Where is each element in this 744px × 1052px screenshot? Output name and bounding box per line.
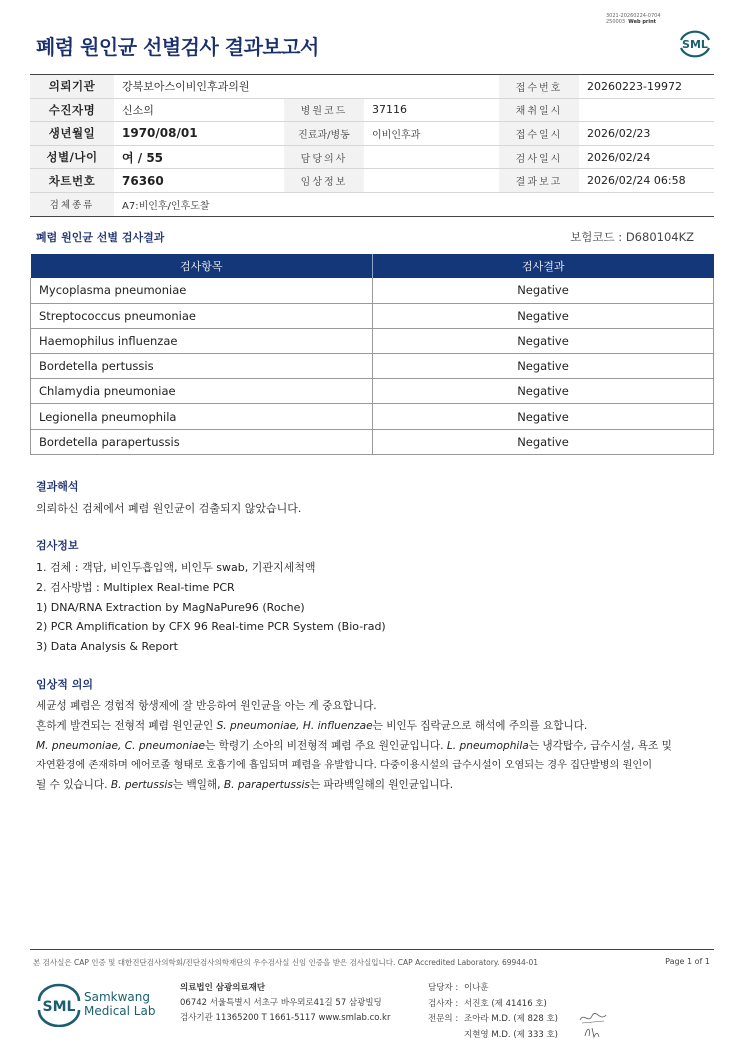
sex-age-value: 여 / 55	[114, 145, 284, 169]
report-date-value: 2026/02/24 06:58	[579, 169, 714, 193]
specialist-value-1: 조아라 M.D. (제 828 호)	[464, 1014, 559, 1024]
test-item: Bordetella pertussis	[31, 354, 373, 379]
test-result: Negative	[373, 328, 714, 353]
info-row	[30, 75, 714, 99]
info-row	[30, 145, 714, 169]
birth-date-value: 1970/08/01	[114, 122, 284, 146]
doc-code-line1: 3021-20260224-0704	[606, 13, 661, 19]
organization-info	[180, 981, 390, 1026]
org-contact: 검사기관 11365200 T 1661-5117 www.smlab.co.kr	[180, 1013, 391, 1023]
results-section-title: 폐렴 원인균 선별 검사결과	[36, 231, 165, 244]
clinical-line-1: 세균성 폐렴은 경험적 항생제에 잘 반응하여 원인균을 아는 게 중요합니다.	[36, 700, 377, 712]
manager-label: 담당자 :	[428, 983, 459, 993]
accreditation-note: 본 검사실은 CAP 인증 및 대한진단검사의학회/진단검사의학재단의 우수검사실 신임 인증을 받은 검사실입니다. CAP Accredited Laboratory. 69944-01	[33, 958, 539, 967]
test-result: Negative	[373, 379, 714, 404]
test-result: Negative	[373, 429, 714, 454]
doctor-value	[364, 145, 499, 169]
col-item-header: 검사항목	[31, 254, 373, 278]
interpretation-text: 의뢰하신 검체에서 폐렴 원인균이 검출되지 않았습니다.	[36, 502, 302, 515]
test-item: Bordetella parapertussis	[31, 429, 373, 454]
interpretation-section	[36, 479, 301, 519]
test-info-title: 검사정보	[36, 539, 79, 552]
specimen-type-value: A7:비인후/인후도찰	[114, 192, 714, 216]
table-row	[31, 354, 714, 379]
tester-value: 서진호 (제 41416 호)	[464, 998, 547, 1009]
clinical-info-label: 임상정보	[284, 169, 364, 193]
insurance-code: 보험코드 : D680104KZ	[570, 230, 694, 244]
doc-code-line2: 250003 Web print	[606, 19, 657, 25]
report-date-label: 결과보고	[499, 169, 579, 193]
interpretation-title: 결과해석	[36, 480, 79, 493]
test-result: Negative	[373, 278, 714, 303]
results-header-row	[31, 254, 714, 278]
test-item: Legionella pneumophila	[31, 404, 373, 429]
page-number: Page 1 of 1	[665, 957, 710, 966]
requesting-org-value: 강북보아스이비인후과의원	[114, 75, 499, 99]
doctor-label: 담당의사	[284, 145, 364, 169]
info-row	[30, 98, 714, 122]
tester-label: 검사자 :	[428, 998, 459, 1009]
clinical-line-4: 자연환경에 존재하며 에어로졸 형태로 호흡기에 흡입되며 폐렴을 유발합니다. 다중이용시설의 급수시설이 오염되는 경우 집단발병의 원인이	[36, 760, 653, 772]
hospital-code-label: 병원코드	[284, 98, 364, 122]
test-info-line: 2) PCR Amplification by CFX 96 Real-time PCR System (Bio-rad)	[36, 620, 386, 634]
reception-no-label: 접수번호	[499, 75, 579, 99]
clinical-info-value	[364, 169, 499, 193]
staff-info	[428, 981, 558, 1043]
test-date-value: 2026/02/24	[579, 145, 714, 169]
test-item: Mycoplasma pneumoniae	[31, 278, 373, 303]
sex-age-label: 성별/나이	[30, 145, 114, 169]
table-row	[31, 278, 714, 303]
clinical-line-3: M. pneumoniae, C. pneumoniae는 학령기 소아의 비전형적 폐렴 주요 원인균입니다. L. pneumophila는 냉각탑수, 급수시설, 욕조 및	[36, 739, 672, 752]
table-row	[31, 429, 714, 454]
report-title: 폐렴 원인균 선별검사 결과보고서	[36, 35, 319, 59]
footer-logo-abbr: SML	[42, 999, 76, 1015]
test-item: Streptococcus pneumoniae	[31, 303, 373, 328]
clinical-significance-title: 임상적 의의	[36, 678, 93, 691]
test-result: Negative	[373, 303, 714, 328]
col-result-header: 검사결과	[373, 254, 714, 278]
birth-date-label: 생년월일	[30, 122, 114, 146]
test-date-label: 검사일시	[499, 145, 579, 169]
test-info-line: 1) DNA/RNA Extraction by MagNaPure96 (Roche)	[36, 600, 305, 614]
reception-no-value: 20260223-19972	[579, 75, 714, 99]
reception-date-value: 2026/02/23	[579, 122, 714, 146]
info-row	[30, 122, 714, 146]
footer-logo-line1: Samkwang	[84, 990, 150, 1004]
test-item: Chlamydia pneumoniae	[31, 379, 373, 404]
patient-name-label: 수진자명	[30, 98, 114, 122]
logo-top-text: SML	[682, 38, 708, 51]
test-item: Haemophilus influenzae	[31, 328, 373, 353]
org-address: 06742 서울특별시 서초구 바우뫼로41길 57 삼광빌딩	[180, 998, 382, 1008]
footer-divider	[30, 949, 714, 950]
chart-no-label: 차트번호	[30, 169, 114, 193]
specialist-value-2: 지현영 M.D. (제 333 호)	[464, 1029, 559, 1040]
specimen-type-label: 검체종류	[30, 192, 114, 216]
table-row	[31, 379, 714, 404]
clinical-line-2: 흔하게 발견되는 전형적 폐렴 원인균인 S. pneumoniae, H. influenzae는 비인두 집락균으로 해석에 주의를 요합니다.	[36, 719, 588, 732]
test-info-line: 3) Data Analysis & Report	[36, 640, 178, 654]
footer-logo-line2: Medical Lab	[84, 1004, 156, 1018]
patient-name-value: 신소의	[114, 98, 284, 122]
department-label: 진료과/병동	[284, 122, 364, 146]
document-code	[606, 13, 661, 25]
info-row	[30, 169, 714, 193]
test-info-line: 2. 검사방법 : Multiplex Real-time PCR	[36, 580, 235, 594]
web-print-label: Web print	[628, 19, 657, 25]
samkwang-logo-icon	[36, 983, 166, 1027]
hospital-code-value: 37116	[364, 98, 499, 122]
specialist-label: 전문의 :	[428, 1014, 459, 1024]
org-name: 의료법인 삼광의료재단	[180, 983, 266, 993]
signature-2-icon	[582, 1024, 602, 1040]
sml-logo-icon	[676, 27, 714, 61]
test-info-line: 1. 검체 : 객담, 비인두흡입액, 비인두 swab, 기관지세척액	[36, 561, 316, 574]
patient-info-table	[30, 74, 714, 217]
clinical-significance-section	[36, 677, 672, 796]
department-value: 이비인후과	[364, 122, 499, 146]
requesting-org-label: 의뢰기관	[30, 75, 114, 99]
collection-date-value	[579, 98, 714, 122]
reception-date-label: 접수일시	[499, 122, 579, 146]
clinical-line-5: 될 수 있습니다. B. pertussis는 백일해, B. parapertussis는 파라백일해의 원인균입니다.	[36, 779, 454, 792]
table-row	[31, 404, 714, 429]
table-row	[31, 328, 714, 353]
results-table	[30, 254, 714, 455]
info-row	[30, 192, 714, 216]
chart-no-value: 76360	[114, 169, 284, 193]
test-result: Negative	[373, 404, 714, 429]
test-result: Negative	[373, 354, 714, 379]
manager-value: 이나훈	[464, 983, 489, 993]
collection-date-label: 채취일시	[499, 98, 579, 122]
table-row	[31, 303, 714, 328]
test-info-section	[36, 538, 386, 657]
